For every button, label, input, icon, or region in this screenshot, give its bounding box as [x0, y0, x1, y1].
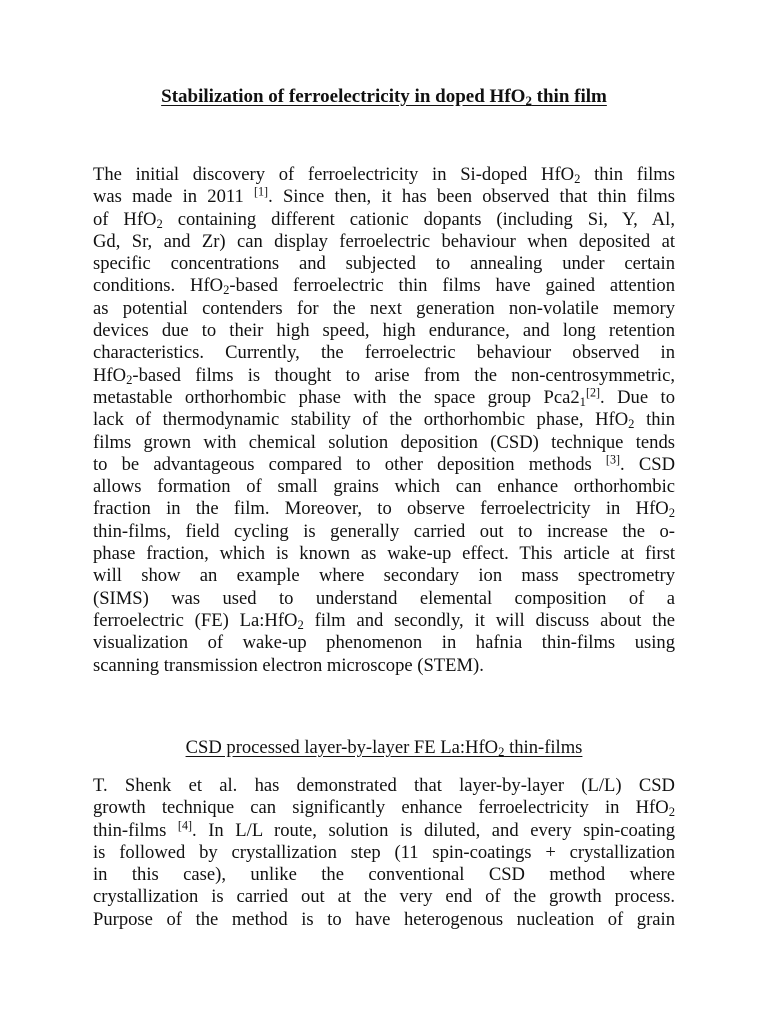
citation-superscript: [4] [177, 817, 193, 832]
text-line [93, 387, 675, 409]
text-run: devices due to their high speed, high endurance, and long retention [93, 320, 675, 342]
text-run: in this case), unlike the conventional CSD method where [93, 864, 675, 886]
text-line [93, 588, 675, 610]
text-run: specific concentrations and subjected to annealing under certain [93, 253, 675, 275]
text-line [93, 253, 675, 275]
text-line [93, 342, 675, 364]
text-run: is followed by crystallization step (11 spin-coatings + crystallization [93, 841, 675, 863]
subscript: 2 [668, 506, 675, 521]
text-run: allows formation of small grains which can enhance orthorhombic [93, 476, 675, 498]
text-run: thin films [580, 164, 675, 185]
text-line [93, 164, 675, 186]
subtitle-subscript: 2 [498, 745, 505, 760]
text-line [93, 498, 675, 520]
text-run: thin-films [93, 819, 178, 841]
text-line [93, 817, 675, 842]
text-line [93, 476, 675, 498]
text-line [93, 298, 675, 320]
text-run: containing different cationic dopants (including Si, Y, Al, [162, 208, 675, 230]
text-line [93, 864, 675, 886]
text-run: (SIMS) was used to understand elemental composition of a [93, 587, 675, 609]
text-line [93, 842, 675, 864]
text-run: . Since then, it has been observed that thin films [268, 186, 675, 208]
subtitle-text-after: thin-films [504, 737, 583, 758]
text-run: of HfO [93, 208, 157, 230]
text-run: visualization of wake-up phenomenon in hafnia thin-films using [93, 632, 675, 654]
text-line [93, 209, 675, 231]
text-line [93, 320, 675, 342]
subscript: 1 [579, 395, 586, 410]
text-line [93, 565, 675, 587]
text-line [93, 454, 675, 476]
text-run: . CSD [620, 453, 675, 475]
text-run: The initial discovery of ferroelectricity in Si-doped HfO [93, 164, 575, 185]
subscript: 2 [628, 417, 635, 432]
text-run: . Due to [600, 386, 675, 408]
subtitle-text-before: CSD processed layer-by-layer FE La:HfO [185, 737, 499, 758]
text-line [93, 909, 675, 931]
citation-superscript: [1] [254, 184, 269, 199]
text-run: growth technique can significantly enhance ferroelectricity in HfO [93, 797, 669, 819]
text-run: T. Shenk et al. has demonstrated that layer-by-layer (L/L) CSD [93, 775, 675, 796]
text-line [93, 275, 675, 297]
text-run: was made in 2011 [93, 186, 254, 208]
subscript: 2 [297, 618, 304, 633]
text-run: will show an example where secondary ion mass spectrometry [93, 565, 675, 587]
text-run: -based ferroelectric thin films have gained attention [229, 275, 675, 297]
text-line [93, 365, 675, 387]
section-paragraph [93, 775, 675, 931]
text-run: lack of thermodynamic stability of the orthorhombic phase, HfO [93, 409, 629, 431]
text-run: films grown with chemical solution deposition (CSD) technique tends [93, 431, 675, 453]
subscript: 2 [156, 216, 163, 231]
text-run: crystallization is carried out at the very end of the growth process. [93, 886, 675, 908]
text-run: ferroelectric (FE) La:HfO [93, 609, 298, 631]
subscript: 2 [574, 172, 581, 187]
text-run: HfO [93, 364, 127, 386]
text-run: Gd, Sr, and Zr) can display ferroelectric behaviour when deposited at [93, 230, 675, 252]
text-line [93, 632, 675, 654]
text-line [93, 655, 675, 677]
text-run: metastable orthorhombic phase with the space group Pca2 [93, 386, 580, 408]
text-run: thin [634, 409, 675, 431]
title-text-before: Stabilization of ferroelectricity in doped HfO [161, 86, 526, 107]
text-run: to be advantageous compared to other deposition methods [93, 453, 606, 475]
text-line [93, 409, 675, 431]
text-line [93, 521, 675, 543]
title-subscript: 2 [525, 93, 532, 109]
text-run: Purpose of the method is to have heterogenous nucleation of grain [93, 908, 675, 930]
subscript: 2 [126, 372, 133, 387]
text-run: scanning transmission electron microscope (STEM). [93, 654, 484, 676]
text-run: thin-films, field cycling is generally carried out to increase the o- [93, 520, 675, 542]
text-line [93, 886, 675, 908]
subscript: 2 [668, 805, 675, 820]
page-title [0, 86, 768, 108]
subscript: 2 [223, 283, 230, 298]
intro-paragraph [93, 164, 675, 677]
text-run: film and secondly, it will discuss about the [303, 609, 675, 631]
text-run: -based films is thought to arise from the non-centrosymmetric, [132, 364, 675, 386]
citation-superscript: [3] [605, 452, 621, 467]
text-run: fraction in the film. Moreover, to observe ferroelectricity in HfO [93, 498, 669, 520]
text-run: conditions. HfO [93, 275, 224, 297]
text-line [93, 432, 675, 454]
text-run: . In L/L route, solution is diluted, and every spin-coating [192, 819, 675, 841]
citation-superscript: [2] [585, 385, 601, 400]
text-line [93, 543, 675, 565]
text-run: as potential contenders for the next generation non-volatile memory [93, 297, 675, 319]
text-run: phase fraction, which is known as wake-up effect. This article at first [93, 543, 675, 565]
title-text-after: thin film [531, 86, 607, 107]
text-line [93, 775, 675, 797]
text-line [93, 797, 675, 819]
text-line [93, 231, 675, 253]
text-line [93, 186, 675, 208]
text-run: characteristics. Currently, the ferroelectric behaviour observed in [93, 342, 675, 364]
section-heading [0, 737, 768, 759]
text-line [93, 610, 675, 632]
